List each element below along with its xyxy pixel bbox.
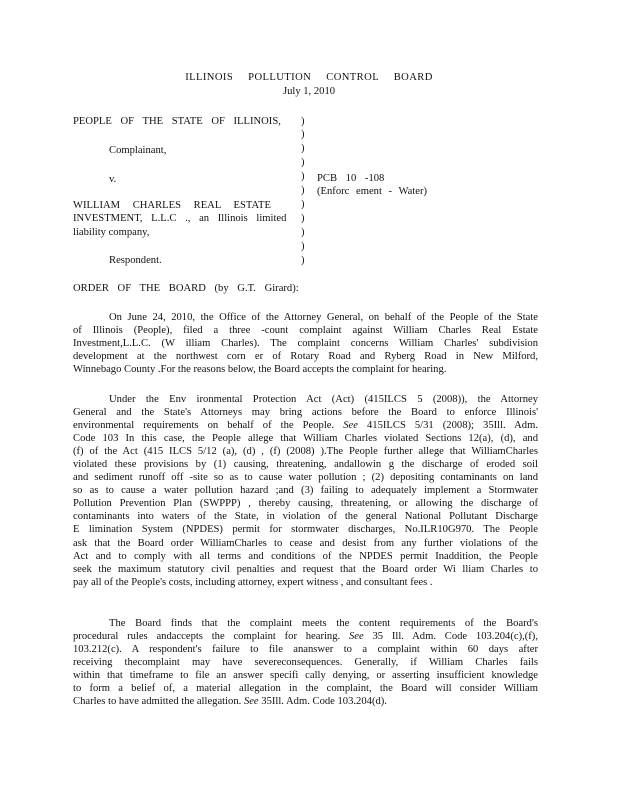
respondent-label: Respondent. <box>109 255 162 266</box>
order-heading: ORDER OF THE BOARD (by G.T. Girard): <box>73 283 299 294</box>
board-title: ILLINOIS POLLUTION CONTROL BOARD <box>185 72 433 83</box>
paragraph-line: contaminants into waters of the State, in violation of the general National Pollutant Discharge <box>73 511 538 523</box>
citation-signal: See <box>343 420 358 432</box>
paragraph-line: violated these provisions by (1) causing, threatening, andallowin g the discharge of eroded soil <box>73 459 538 471</box>
defendant-line-3: liability company, <box>73 227 150 238</box>
paragraph-line: Code 103 In this case, the People allege that William Charles violated Sections 12(a), (d), and <box>73 433 538 445</box>
paragraph-line <box>73 630 538 643</box>
paragraph-line: The Board finds that the complaint meets the content requirements of the Board's <box>109 618 538 629</box>
paragraph-line: receiving thecomplaint may have severeconsequences. Generally, if William Charles fails <box>73 657 538 669</box>
paragraph-line: and sediment runoff off -site so as to cause water pollution ; (2) depositing contaminants on land <box>73 472 538 484</box>
line-text: procedural rules andaccepts the complaint for hearing. <box>73 631 341 643</box>
line-text: environmental requirements on behalf of the People. <box>73 420 335 432</box>
paragraph-line: pay all of the People's costs, including attorney, expert witness , and consultant fees . <box>73 576 433 588</box>
paren: ) <box>301 241 305 252</box>
paren: ) <box>301 255 305 266</box>
paragraph-intro <box>73 311 538 376</box>
paren: ) <box>301 143 305 154</box>
citation: 35 Ill. Adm. Code 103.204(c),(f), <box>372 631 538 643</box>
paragraph-line: within that timeframe to file an answer specifi cally denying, or asserting insufficient knowledge <box>73 670 538 682</box>
paragraph-acceptance <box>73 617 538 708</box>
versus-label: v. <box>109 174 117 185</box>
defendant-line-2: INVESTMENT, L.L.C ., an Illinois limited <box>73 213 287 224</box>
paren: ) <box>301 185 305 196</box>
paren: ) <box>301 227 305 238</box>
paragraph-line: General and the State's Attorneys may bring actions before the Board to enforce Illinois' <box>73 407 538 419</box>
defendant-line-1: WILLIAM CHARLES REAL ESTATE <box>73 200 271 211</box>
paragraph-line: E limination System (NPDES) permit for stormwater discharges, No.ILR10G970. The People <box>73 524 538 536</box>
paren: ) <box>301 171 305 182</box>
complainant-label: Complainant, <box>109 145 167 156</box>
paragraph-allegations <box>73 393 538 589</box>
case-number: PCB 10 -108 <box>317 173 385 184</box>
plaintiff-name: PEOPLE OF THE STATE OF ILLINOIS, <box>73 116 281 127</box>
paragraph-line: ask that the Board order WilliamCharles to cease and desist from any further violations of the <box>73 537 538 549</box>
paragraph-line: to form a belief of, a material allegation in the complaint, the Board will consider William <box>73 683 538 695</box>
paragraph-line: Act and to comply with all terms and conditions of the NPDES permit Inaddition, the People <box>73 550 538 562</box>
paragraph-line: Under the Env ironmental Protection Act (Act) (415ILCS 5 (2008)), the Attorney <box>109 394 538 405</box>
paragraph-line: Investment,L.L.C. (W illiam Charles). The complaint concerns William Charles' subdivision <box>73 338 538 350</box>
paragraph-line: so as to cause a water pollution hazard ;and (3) failing to adequately implement a Stormwater <box>73 485 538 497</box>
paren: ) <box>301 199 305 210</box>
paragraph-line: of Illinois (People), filed a three -count complaint against William Charles Real Estate <box>73 325 538 337</box>
citation: 35Ill. Adm. Code 103.204(d). <box>261 696 387 708</box>
paragraph-line: seek the maximum statutory civil penalties and request that the Board order Wi lliam Charles to <box>73 563 538 575</box>
paragraph-line: On June 24, 2010, the Office of the Attorney General, on behalf of the People of the State <box>109 312 538 323</box>
paren: ) <box>301 213 305 224</box>
paren: ) <box>301 116 305 127</box>
citation: 415ILCS 5/31 (2008); 35Ill. Adm. <box>366 420 538 432</box>
paragraph-line <box>73 419 538 432</box>
case-type: (Enforc ement - Water) <box>317 186 428 197</box>
paragraph-line <box>73 695 538 708</box>
paragraph-line: development at the northwest corn er of Rotary Road and Ryberg Road in New Milford, <box>73 351 538 363</box>
paren: ) <box>301 129 305 140</box>
paragraph-line: 103.212(c). A respondent's failure to file ananswer to a complaint within 60 days after <box>73 644 538 656</box>
citation-signal: See <box>348 631 364 643</box>
line-text: Charles to have admitted the allegation. <box>73 696 242 708</box>
paragraph-line: (f) of the Act (415 ILCS 5/12 (a), (d) , (f) (2008) ).The People further allege that WilliamCharles <box>73 446 538 458</box>
paragraph-line: Winnebago County .For the reasons below, the Board accepts the complaint for hearing. <box>73 364 447 376</box>
citation-signal: See <box>243 696 259 708</box>
paren: ) <box>301 157 305 168</box>
paragraph-line: Pollution Prevention Plan (SWPPP) , thereby causing, threatening, or allowing the discharge of <box>73 498 538 510</box>
order-date: July 1, 2010 <box>282 86 336 97</box>
